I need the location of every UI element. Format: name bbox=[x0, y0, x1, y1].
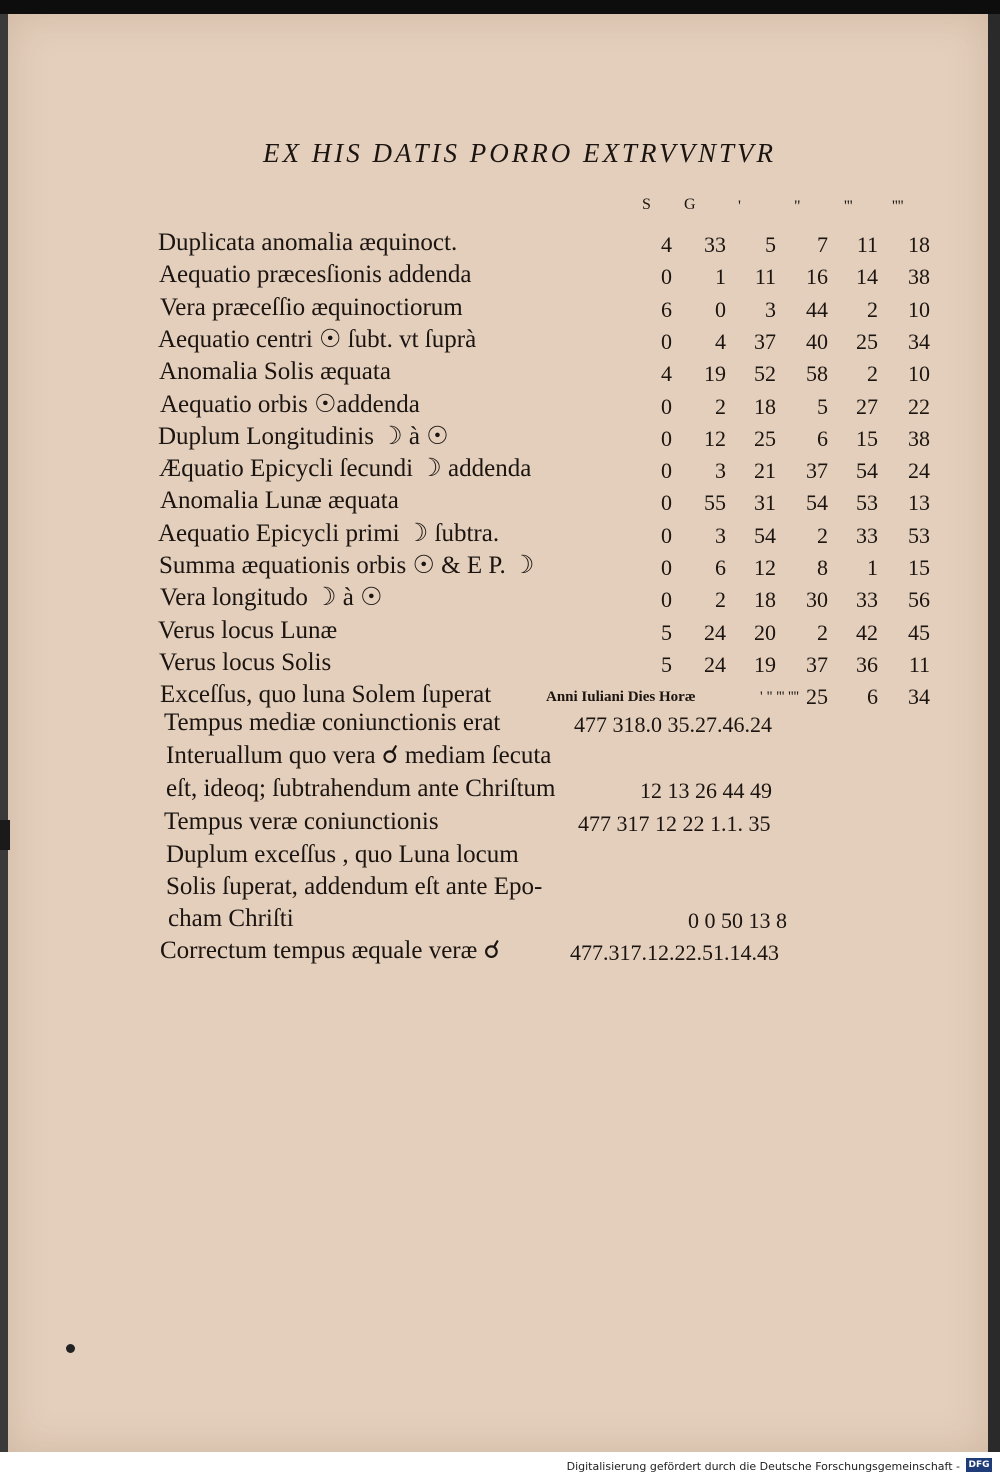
line-tempus-verae: Tempus veræ coniunctionis bbox=[164, 808, 439, 835]
row-value: 15 bbox=[856, 426, 878, 451]
row-value: 0 bbox=[661, 426, 672, 451]
line-cham-christi-values: 0 0 50 13 8 bbox=[688, 908, 787, 933]
row-value: 21 bbox=[754, 458, 776, 483]
row-value: 19 bbox=[704, 361, 726, 386]
book-page bbox=[8, 14, 988, 1452]
line-interuallum: Interuallum quo vera ☌ mediam ſecuta bbox=[166, 742, 552, 769]
col-header-third: ''' bbox=[844, 198, 853, 215]
row-value: 0 bbox=[715, 297, 726, 322]
line-duplum-excessus: Duplum exceſſus , quo Luna locum bbox=[166, 841, 519, 868]
row-value: 38 bbox=[908, 264, 930, 289]
row-value: 2 bbox=[867, 297, 878, 322]
row-value: 5 bbox=[661, 652, 672, 677]
line-tempus-mediae-values: 477 318.0 35.27.46.24 bbox=[574, 712, 772, 737]
row-value: 40 bbox=[806, 329, 828, 354]
sub-header-marks: ' " ''' '''' bbox=[760, 689, 799, 705]
row-value: 24 bbox=[908, 458, 930, 483]
footer-bar bbox=[0, 1452, 1000, 1479]
row-value: 33 bbox=[856, 587, 878, 612]
row-value: 0 bbox=[661, 587, 672, 612]
binding-mark bbox=[0, 820, 10, 850]
row-label: Exceſſus, quo luna Solem ſuperat bbox=[160, 681, 492, 708]
row-value: 52 bbox=[754, 361, 776, 386]
row-value: 18 bbox=[754, 587, 776, 612]
row-value: 44 bbox=[806, 297, 828, 322]
col-header-g: G bbox=[684, 196, 696, 213]
row-value: 27 bbox=[856, 394, 878, 419]
row-value: 0 bbox=[661, 394, 672, 419]
col-header-fourth: '''' bbox=[892, 198, 904, 215]
row-value: 2 bbox=[715, 587, 726, 612]
col-header-min: ' bbox=[738, 198, 741, 215]
row-value: 4 bbox=[661, 361, 672, 386]
row-value: 18 bbox=[754, 394, 776, 419]
row-label: Duplum Longitudinis ☽ à ☉ bbox=[158, 423, 449, 450]
row-label: Vera præceſſio æquinoctiorum bbox=[160, 294, 463, 321]
row-label: Aequatio Epicycli primi ☽ ſubtra. bbox=[158, 520, 500, 547]
row-value: 58 bbox=[806, 361, 828, 386]
row-value: 5 bbox=[817, 394, 828, 419]
row-value: 10 bbox=[908, 361, 930, 386]
row-value: 2 bbox=[817, 523, 828, 548]
row-value: 24 bbox=[704, 620, 726, 645]
row-value: 0 bbox=[661, 458, 672, 483]
row-label: Verus locus Lunæ bbox=[158, 617, 338, 644]
row-value: 42 bbox=[856, 620, 878, 645]
line-correctum-values: 477.317.12.22.51.14.43 bbox=[570, 940, 779, 965]
row-value: 11 bbox=[856, 232, 878, 257]
row-value: 12 bbox=[754, 555, 776, 580]
line-ideoque: eſt, ideoq; ſubtrahendum ante Chriſtum bbox=[166, 775, 556, 802]
line-cham-christi: cham Chriſti bbox=[168, 905, 294, 932]
right-edge bbox=[988, 14, 1000, 1452]
row-value: 31 bbox=[754, 490, 776, 515]
ink-dot bbox=[66, 1344, 75, 1353]
row-value: 2 bbox=[715, 394, 726, 419]
row-value: 45 bbox=[908, 620, 930, 645]
row-label: Aequatio centri ☉ ſubt. vt ſuprà bbox=[158, 326, 477, 353]
row-value: 6 bbox=[817, 426, 828, 451]
row-value: 1 bbox=[867, 555, 878, 580]
row-value: 4 bbox=[661, 232, 672, 257]
row-value: 34 bbox=[908, 329, 930, 354]
row-value: 1 bbox=[715, 264, 726, 289]
row-value: 0 bbox=[661, 555, 672, 580]
row-value: 14 bbox=[856, 264, 878, 289]
row-label: Anomalia Solis æquata bbox=[159, 358, 391, 385]
row-value: 53 bbox=[856, 490, 878, 515]
row-value: 24 bbox=[704, 652, 726, 677]
row-value: 11 bbox=[908, 652, 930, 677]
row-value: 0 bbox=[661, 264, 672, 289]
row-label: Vera longitudo ☽ à ☉ bbox=[160, 584, 383, 611]
col-header-s: S bbox=[642, 196, 651, 213]
row-value: 25 bbox=[806, 684, 828, 709]
row-value: 55 bbox=[704, 490, 726, 515]
row-value: 7 bbox=[817, 232, 828, 257]
row-value: 13 bbox=[908, 490, 930, 515]
row-value: 11 bbox=[754, 264, 776, 289]
row-label: Aequatio præcesſionis addenda bbox=[159, 261, 472, 288]
row-value: 10 bbox=[908, 297, 930, 322]
dfg-logo: DFG bbox=[966, 1458, 992, 1472]
col-header-sec: " bbox=[794, 198, 801, 215]
row-label: Verus locus Solis bbox=[159, 649, 332, 676]
line-tempus-verae-values: 477 317 12 22 1.1. 35 bbox=[578, 811, 771, 836]
row-value: 54 bbox=[806, 490, 828, 515]
top-bar bbox=[0, 0, 1000, 14]
row-value: 54 bbox=[754, 523, 776, 548]
row-value: 18 bbox=[908, 232, 930, 257]
line-tempus-mediae: Tempus mediæ coniunctionis erat bbox=[164, 709, 501, 736]
row-value: 0 bbox=[661, 490, 672, 515]
row-value: 22 bbox=[908, 394, 930, 419]
row-value: 4 bbox=[715, 329, 726, 354]
row-value: 3 bbox=[715, 523, 726, 548]
row-value: 2 bbox=[817, 620, 828, 645]
row-value: 33 bbox=[856, 523, 878, 548]
row-value: 6 bbox=[661, 297, 672, 322]
row-value: 2 bbox=[867, 361, 878, 386]
row-value: 53 bbox=[908, 523, 930, 548]
row-value: 25 bbox=[754, 426, 776, 451]
row-value: 30 bbox=[806, 587, 828, 612]
row-value: 25 bbox=[856, 329, 878, 354]
row-value: 0 bbox=[661, 329, 672, 354]
left-edge bbox=[0, 14, 8, 1452]
row-value: 6 bbox=[715, 555, 726, 580]
row-value: 5 bbox=[661, 620, 672, 645]
row-value: 16 bbox=[806, 264, 828, 289]
row-value: 6 bbox=[867, 684, 878, 709]
row-value: 19 bbox=[754, 652, 776, 677]
row-value: 33 bbox=[704, 232, 726, 257]
row-value: 37 bbox=[806, 652, 828, 677]
row-label: Anomalia Lunæ æquata bbox=[160, 487, 399, 514]
row-value: 12 bbox=[704, 426, 726, 451]
row-value: 20 bbox=[754, 620, 776, 645]
row-value: 36 bbox=[856, 652, 878, 677]
row-label: Æquatio Epicycli ſecundi ☽ addenda bbox=[159, 455, 532, 482]
page-heading: EX HIS DATIS PORRO EXTRVVNTVR bbox=[263, 138, 776, 168]
footer-credit: Digitalisierung gefördert durch die Deutsche Forschungsgemeinschaft - bbox=[566, 1460, 960, 1473]
row-label: Aequatio orbis ☉addenda bbox=[160, 391, 420, 418]
row-value: 15 bbox=[908, 555, 930, 580]
row-value: 0 bbox=[661, 523, 672, 548]
row-value: 54 bbox=[856, 458, 878, 483]
row-value: 38 bbox=[908, 426, 930, 451]
row-value: 34 bbox=[908, 684, 930, 709]
line-correctum: Correctum tempus æquale veræ ☌ bbox=[160, 937, 501, 964]
row-value: 8 bbox=[817, 555, 828, 580]
row-value: 37 bbox=[754, 329, 776, 354]
line-solis-superat: Solis ſuperat, addendum eſt ante Epo- bbox=[166, 873, 543, 900]
sub-header-label: Anni Iuliani Dies Horæ bbox=[546, 689, 696, 705]
row-value: 5 bbox=[765, 232, 776, 257]
row-label: Duplicata anomalia æquinoct. bbox=[158, 229, 458, 256]
row-value: 37 bbox=[806, 458, 828, 483]
row-label: Summa æquationis orbis ☉ & E P. ☽ bbox=[159, 552, 535, 579]
row-value: 56 bbox=[908, 587, 930, 612]
row-value: 3 bbox=[765, 297, 776, 322]
line-ideoque-values: 12 13 26 44 49 bbox=[640, 778, 772, 803]
row-value: 3 bbox=[715, 458, 726, 483]
